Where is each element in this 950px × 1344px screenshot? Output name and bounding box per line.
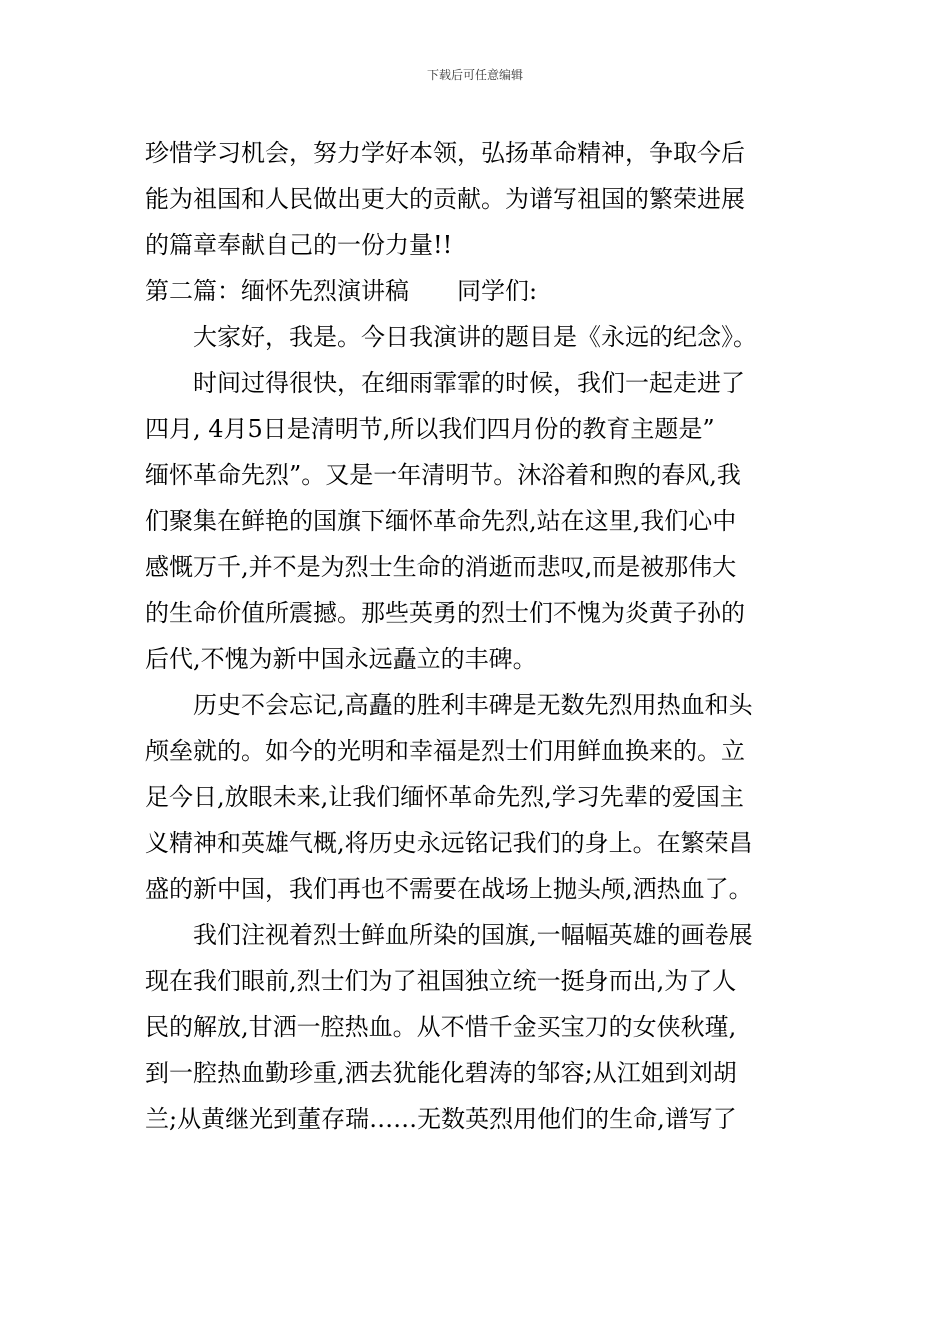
text-line: 到一腔热血勤珍重,洒去犹能化碧涛的邹容;从江姐到刘胡 bbox=[145, 1059, 737, 1087]
text-line: 我们注视着烈士鲜血所染的国旗,一幅幅英雄的画卷展 bbox=[193, 921, 753, 949]
text-line: 珍惜学习机会，努力学好本领，弘扬革命精神，争取今后 bbox=[145, 139, 745, 167]
text-line: 义精神和英雄气概,将历史永远铭记我们的身上。在繁荣昌 bbox=[145, 829, 753, 857]
text-line: 们聚集在鲜艳的国旗下缅怀革命先烈,站在这里,我们心中 bbox=[145, 507, 737, 535]
text-line: 的生命价值所震撼。那些英勇的烈士们不愧为炎黄子孙的 bbox=[145, 599, 745, 627]
text-line: 大家好，我是。今日我演讲的题目是《永远的纪念》。 bbox=[193, 323, 757, 351]
section-heading: 第二篇：缅怀先烈演讲稿 同学们: bbox=[145, 277, 538, 305]
text-line: 颅垒就的。如今的光明和幸福是烈士们用鲜血换来的。立 bbox=[145, 737, 745, 765]
text-line: 兰;从黄继光到董存瑞……无数英烈用他们的生命,谱写了 bbox=[145, 1105, 737, 1133]
text-line: 的篇章奉献自己的一份力量!! bbox=[145, 231, 453, 259]
text-line: 现在我们眼前,烈士们为了祖国独立统一挺身而出,为了人 bbox=[145, 967, 737, 995]
document-body bbox=[145, 130, 810, 1142]
text-line: 缅怀革命先烈”。又是一年清明节。沐浴着和煦的春风,我 bbox=[145, 461, 741, 489]
text-line: 历史不会忘记,高矗的胜利丰碑是无数先烈用热血和头 bbox=[193, 691, 753, 719]
text-line: 后代,不愧为新中国永远矗立的丰碑。 bbox=[145, 645, 537, 673]
text-line: 盛的新中国，我们再也不需要在战场上抛头颅,洒热血了。 bbox=[145, 875, 753, 903]
page-header: 下载后可任意编辑 bbox=[426, 68, 523, 82]
text-line: 感慨万千,并不是为烈士生命的消逝而悲叹,而是被那伟大 bbox=[145, 553, 737, 581]
text-line: 民的解放,甘洒一腔热血。从不惜千金买宝刀的女侠秋瑾, bbox=[145, 1013, 737, 1041]
text-line: 能为祖国和人民做出更大的贡献。为谱写祖国的繁荣进展 bbox=[145, 185, 745, 213]
text-line: 足今日,放眼未来,让我们缅怀革命先烈,学习先辈的爱国主 bbox=[145, 783, 744, 811]
text-line: 四月, 4月5日是清明节,所以我们四月份的教育主题是” bbox=[145, 415, 715, 443]
text-line: 时间过得很快，在细雨霏霏的时候，我们一起走进了 bbox=[193, 369, 745, 397]
